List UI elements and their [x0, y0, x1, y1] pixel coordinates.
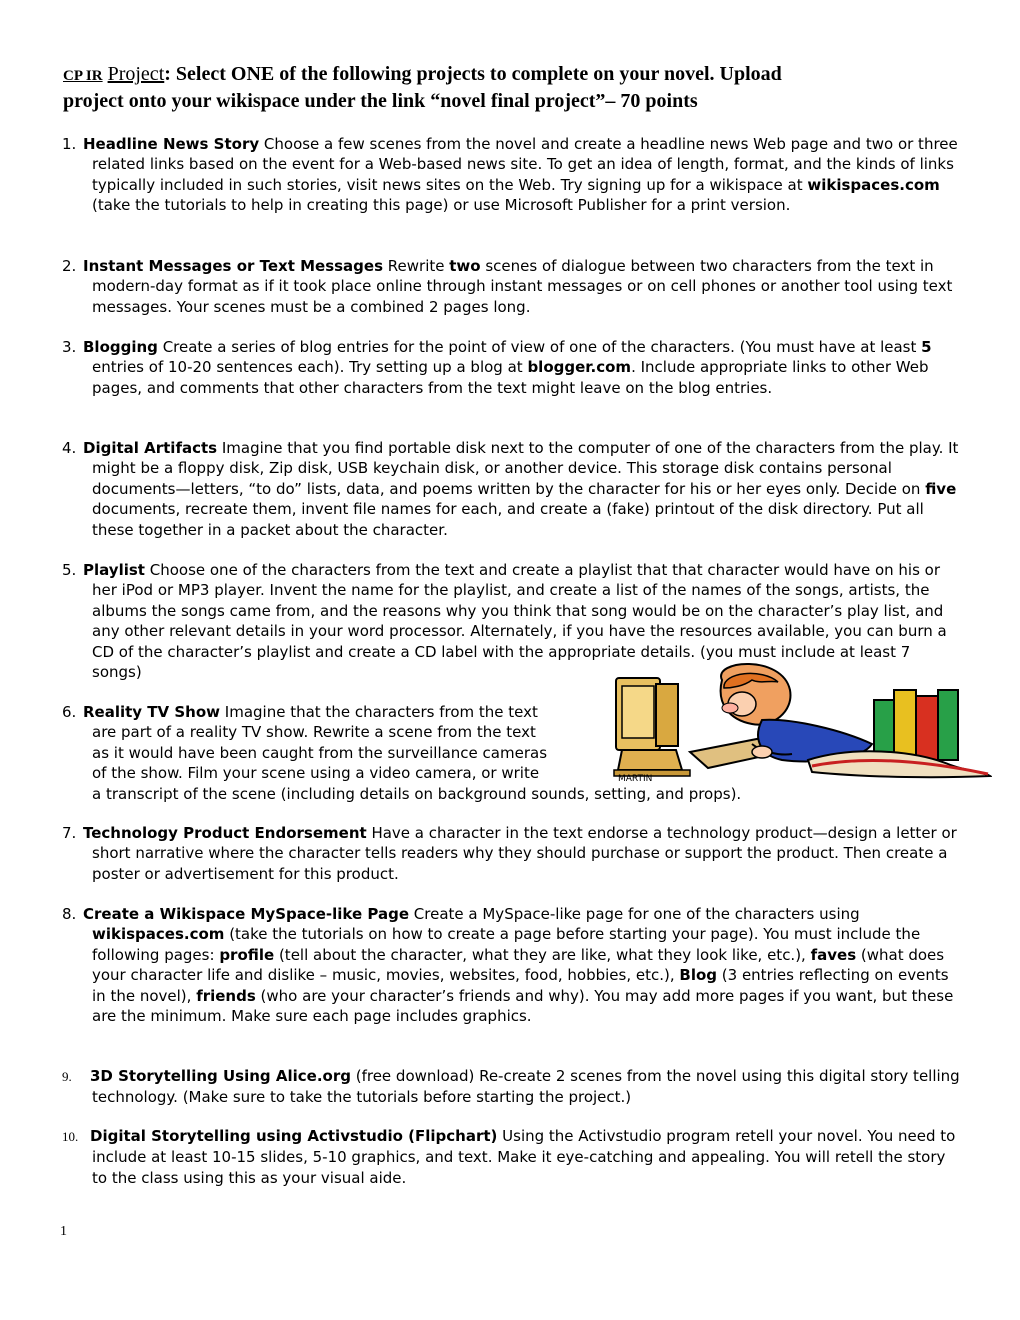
computer-monitor-icon [614, 678, 690, 776]
heading-line1-rest: : Select ONE of the following projects to complete on your novel. Upload [164, 63, 782, 85]
item-bold-text: wikispaces.com [92, 925, 225, 944]
heading-prefix: CP IR [63, 68, 103, 84]
item-number: 3. [62, 338, 77, 356]
item-text: (tell about the character, what they are like, what they look like, etc.), [274, 945, 811, 964]
item-bold-text: profile [219, 945, 275, 964]
item-text: are part of a reality TV show. Rewrite a scene from the text [92, 723, 536, 742]
item-text: (what does your character life and dislike – music, movies, websites, food, hobbies, etc.), [92, 945, 945, 985]
item-title: 3D Storytelling Using Alice.org [90, 1067, 351, 1085]
item-text: Using the Activstudio program retell your novel. You need to include at least 10-15 slides, 5-10 graphics, and text. Make it eye-catching and appealing. You will retell the story to the class using this as your visual aide. [92, 1127, 956, 1187]
item-text: scenes of dialogue between two characters from the text in modern-day format as if it took place online through instant messages or on cell phones or another tool using text messages. Your scenes must be a combined 2 pages long. [92, 257, 953, 316]
item-number: 10. [62, 1129, 79, 1144]
item-title: Playlist [83, 561, 145, 579]
item-text: Imagine that you find portable disk next to the computer of one of the characters from the play. It might be a floppy disk, Zip disk, USB keychain disk, or another device. This storage disk contains personal documents—letters, “to do” lists, data, and poems written by the character for his or her eyes only. Decide on [92, 439, 959, 498]
item-text: (take the tutorials to help in creating this page) or use Microsoft Publisher for a print version. [92, 196, 791, 215]
item-text: Choose one of the characters from the text and create a playlist that that character would have on his or her iPod or MP3 player. Invent the name for the playlist, and create a list of the names of the songs, artists, the albums the songs came from, and the reasons why you think that song would be on the character’s play list, and any other relevant details in your word processor. Alternately, if you have the resources available, you can burn a CD of the character’s playlist and create a CD label with the appropriate details. (you must include at least 7 songs) [92, 561, 947, 682]
item-title: Reality TV Show [83, 703, 221, 721]
item-title: Headline News Story [83, 135, 260, 153]
project-item-3 [62, 337, 964, 398]
item-text: as it would have been caught from the surveillance cameras [92, 743, 548, 762]
page-number: 1 [60, 1224, 67, 1239]
item-title: Blogging [83, 338, 158, 356]
item-text: Create a MySpace-like page for one of the characters using [409, 905, 860, 923]
item-number: 4. [62, 439, 77, 457]
project-item-1 [62, 134, 964, 216]
item-number: 6. [62, 703, 77, 721]
item-bold-text: friends [196, 986, 256, 1005]
project-item-7 [62, 823, 964, 884]
item-title: Technology Product Endorsement [83, 824, 367, 842]
item-text: (take the tutorials on how to create a page before starting your page). You must include the following pages: [92, 925, 921, 964]
item-bold-text: 5 [921, 338, 932, 356]
project-item-4 [62, 438, 964, 540]
item-text: (3 entries reflecting on events in the novel), [92, 966, 949, 1005]
item-text: documents, recreate them, invent file names for each, and create a (fake) printout of the disk directory. Put all these together in a packet about the character. [92, 500, 924, 539]
item-title: Digital Storytelling using Activstudio (Flipchart) [90, 1127, 498, 1145]
item-number: 5. [62, 561, 77, 579]
item-text: Create a series of blog entries for the point of view of one of the characters. (You must have at least [157, 338, 922, 356]
item-number: 8. [62, 905, 77, 923]
item-number: 9. [62, 1069, 72, 1084]
item-text: Choose a few scenes from the novel and create a headline news Web page and two or three related links based on the event for a Web-based news site. To get an idea of length, format, and the kinds of links typically included in such stories, visit news sites on the Web. Try signing up for a wikispace at [92, 135, 958, 194]
item-title: Digital Artifacts [83, 439, 218, 457]
clipart-label: MARTIN [618, 774, 653, 782]
item-text: Rewrite [383, 257, 450, 275]
item-text: . Include appropriate links to other Web pages, and comments that other characters from the text might leave on the blog entries. [92, 358, 929, 397]
item-title: Instant Messages or Text Messages [83, 257, 384, 275]
item-bold-text: two [449, 257, 481, 275]
heading-project-word: Project [107, 63, 165, 85]
item-number: 7. [62, 824, 77, 842]
project-item-8 [62, 904, 964, 1026]
item-bold-text: wikispaces.com [807, 175, 940, 194]
item-text: a transcript of the scene (including details on background sounds, setting, and props). [92, 784, 742, 803]
page-heading [63, 62, 963, 114]
item-text: of the show. Film your scene using a video camera, or write [92, 764, 540, 783]
item-number: 1. [62, 135, 77, 153]
item-text: Imagine that the characters from the text [220, 703, 538, 721]
student-computer-clipart [612, 660, 992, 782]
item-bold-text: blogger.com [527, 358, 632, 377]
item-number: 2. [62, 257, 77, 275]
item-text: entries of 10-20 sentences each). Try setting up a blog at [92, 358, 528, 377]
project-item-2 [62, 256, 964, 317]
item-text: (who are your character’s friends and why). You may add more pages if you want, but these are the minimum. Make sure each page includes graphics. [92, 986, 954, 1026]
item-bold-text: faves [810, 945, 857, 964]
project-item-10 [62, 1126, 964, 1188]
item-text: Have a character in the text endorse a technology product—design a letter or short narrative where the character tells readers why they should purchase or support the product. Then create a poster or advertisement for this product. [92, 824, 957, 883]
item-title: Create a Wikispace MySpace-like Page [83, 905, 410, 923]
item-text: (free download) Re-create 2 scenes from the novel using this digital story telling technology. (Make sure to take the tutorials before starting the project.) [92, 1067, 960, 1107]
project-item-9 [62, 1066, 964, 1108]
item-bold-text: five [925, 479, 957, 498]
item-bold-text: Blog [679, 966, 718, 985]
heading-line2: project onto your wikispace under the link “novel final project”– 70 points [63, 90, 698, 112]
